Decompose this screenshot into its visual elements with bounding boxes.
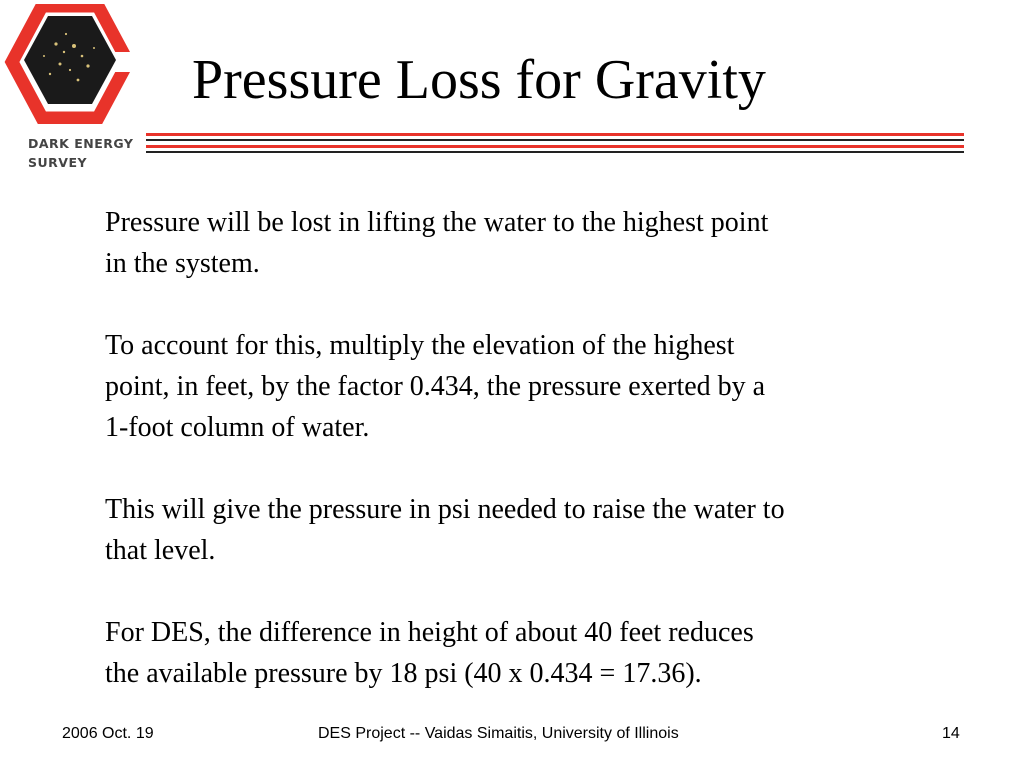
footer-date: 2006 Oct. 19 bbox=[62, 725, 154, 742]
paragraph-3: This will give the pressure in psi needed to raise the water to that level. bbox=[105, 494, 785, 566]
paragraph-1: Pressure will be lost in lifting the water to the highest point in the system. bbox=[105, 207, 769, 279]
slide-body bbox=[105, 202, 965, 735]
divider-dark-1 bbox=[146, 139, 964, 141]
des-logo-icon bbox=[4, 4, 136, 124]
paragraph-4: For DES, the difference in height of about 40 feet reduces the available pressure by 18 psi (40 x 0.434 = 17.36). bbox=[105, 617, 754, 689]
footer-presenter: DES Project -- Vaidas Simaitis, University of Illinois bbox=[318, 725, 679, 742]
logo-wordmark bbox=[28, 134, 133, 172]
divider-red-1 bbox=[146, 133, 964, 136]
slide-title: Pressure Loss for Gravity bbox=[192, 49, 766, 111]
title-divider-rules bbox=[146, 133, 964, 155]
paragraph-2: To account for this, multiply the elevation of the highest point, in feet, by the factor 0.434, the pressure exerted by a 1-foot column of water. bbox=[105, 330, 766, 443]
footer-page-number: 14 bbox=[942, 725, 960, 742]
logo-line-1: DARK ENERGY bbox=[28, 136, 134, 151]
divider-dark-2 bbox=[146, 151, 964, 153]
logo-dark-hexagon bbox=[24, 16, 116, 104]
divider-red-2 bbox=[146, 145, 964, 148]
logo-line-2: SURVEY bbox=[28, 155, 88, 170]
